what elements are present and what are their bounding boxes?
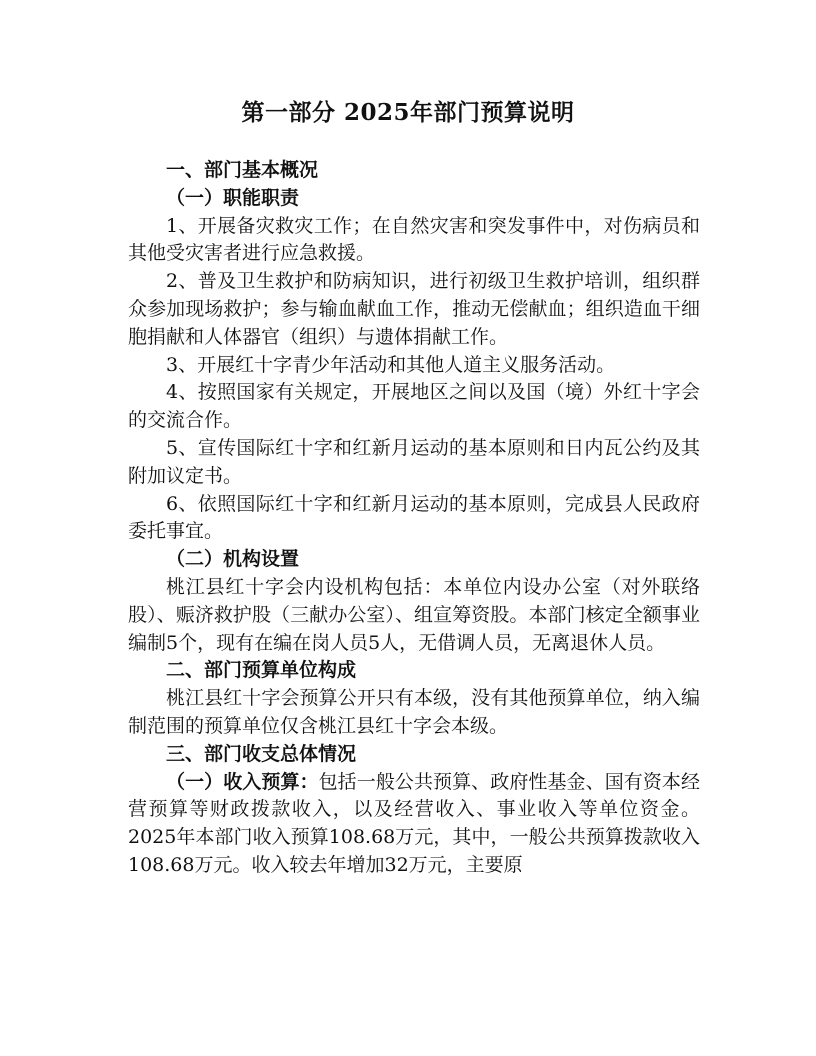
budget-units-paragraph: 桃江县红十字会预算公开只有本级，没有其他预算单位，纳入编制范围的预算单位仅含桃江县红十字会本级。 [128, 687, 700, 737]
income-budget-paragraph [128, 769, 700, 880]
subsection-heading-functions: （一）职能职责 [166, 186, 300, 209]
income-budget-lead: （一）收入预算： [166, 770, 319, 793]
section-heading-3: 三、部门收支总体情况 [166, 742, 357, 765]
document-body [128, 157, 700, 880]
section-heading-2: 二、部门预算单位构成 [166, 659, 357, 682]
subsection-heading-organization: （二）机构设置 [166, 548, 300, 571]
function-item-4: 4、按照国家有关规定，开展地区之间以及国（境）外红十字会的交流合作。 [128, 381, 700, 432]
page-title: 第一部分 2025年部门预算说明 [241, 99, 575, 126]
function-item-5: 5、宣传国际红十字和红新月运动的基本原则和日内瓦公约及其附加议定书。 [128, 436, 700, 487]
section-heading-1: 一、部门基本概况 [166, 159, 319, 181]
function-item-3: 3、开展红十字青少年活动和其他人道主义服务活动。 [166, 353, 616, 376]
function-item-1: 1、开展备灾救灾工作；在自然灾害和突发事件中，对伤病员和其他受灾害者进行应急救援。 [128, 214, 700, 265]
income-budget-text: 包括一般公共预算、政府性基金、国有资本经营预算等财政拨款收入，以及经营收入、事业收入等单位资金。2025年本部门收入预算108.68万元，其中，一般公共预算拨款收入108.68万元。收入较去年增加32万元，主要原 [128, 770, 700, 876]
function-item-6: 6、依照国际红十字和红新月运动的基本原则，完成县人民政府委托事宜。 [128, 492, 700, 543]
function-item-2: 2、普及卫生救护和防病知识，进行初级卫生救护培训，组织群众参加现场救护；参与输血献血工作，推动无偿献血；组织造血干细胞捐献和人体器官（组织）与遗体捐献工作。 [128, 270, 700, 348]
organization-paragraph: 桃江县红十字会内设机构包括：本单位内设办公室（对外联络股）、赈济救护股（三献办公室）、组宣筹资股。本部门核定全额事业编制5个，现有在编在岗人员5人，无借调人员，无离退休人员。 [128, 575, 700, 654]
